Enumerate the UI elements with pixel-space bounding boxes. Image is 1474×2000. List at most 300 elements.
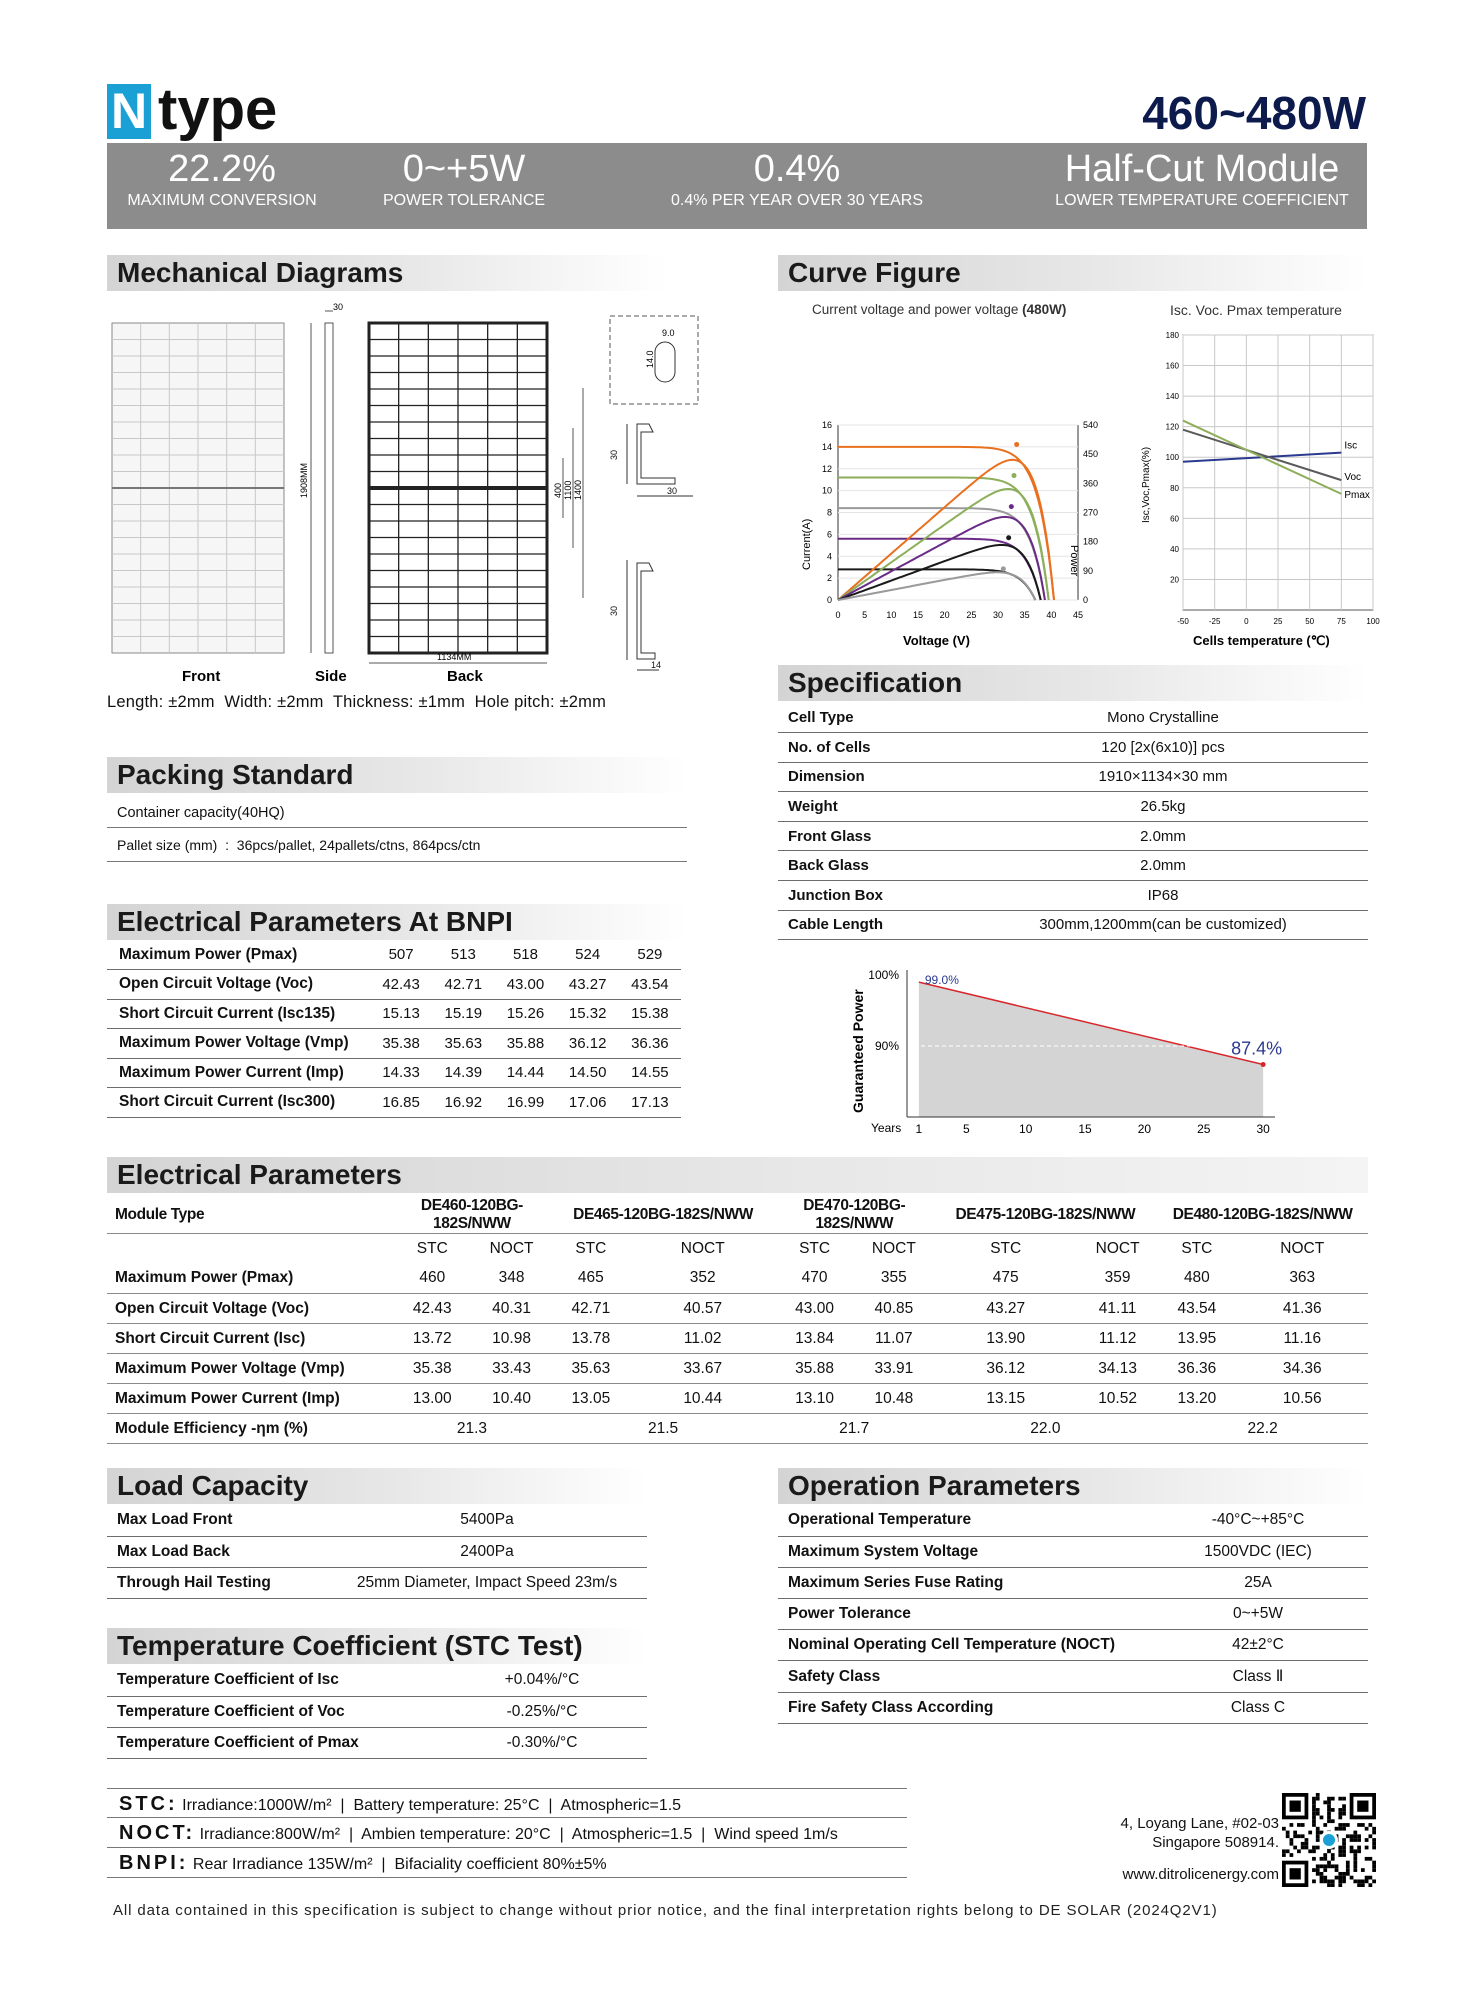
back-view bbox=[369, 323, 583, 663]
cell-value: 33.91 bbox=[854, 1354, 933, 1384]
back-label: Back bbox=[447, 668, 483, 685]
mechanical-diagram bbox=[107, 298, 707, 698]
iv-y2-tick: 0 bbox=[1083, 595, 1089, 605]
operation-heading: Operation Parameters bbox=[778, 1468, 1368, 1504]
stc-header: STC bbox=[416, 1239, 448, 1257]
row-label: Maximum Power Current (Imp) bbox=[107, 1058, 370, 1088]
warranty-x-tick: 5 bbox=[963, 1122, 970, 1136]
table-row bbox=[107, 1696, 647, 1727]
iv-y-tick: 8 bbox=[826, 507, 832, 518]
address-line2: Singapore 508914. bbox=[1152, 1834, 1279, 1851]
table-row bbox=[107, 1567, 647, 1598]
row-label: Fire Safety Class According bbox=[778, 1692, 1148, 1723]
temp-series-label: Pmax bbox=[1344, 489, 1370, 501]
iv-x-tick: 0 bbox=[835, 610, 841, 620]
stc-header: STC bbox=[1181, 1239, 1213, 1257]
efficiency-value: 21.7 bbox=[775, 1414, 934, 1444]
frame-height-label: 30 bbox=[609, 449, 619, 460]
cell-value: 35.88 bbox=[775, 1354, 854, 1384]
noct-header: NOCT bbox=[680, 1239, 725, 1257]
iv-x-tick: 10 bbox=[886, 610, 897, 620]
feature-caption: POWER TOLERANCE bbox=[382, 192, 546, 209]
type-title: type bbox=[158, 77, 278, 142]
table-row bbox=[107, 940, 681, 970]
cell-value: 11.02 bbox=[630, 1324, 774, 1354]
row-value: Class Ⅱ bbox=[1148, 1661, 1368, 1692]
frame-height2-label: 30 bbox=[609, 605, 619, 616]
row-label: Back Glass bbox=[778, 851, 958, 881]
mpp-point bbox=[1006, 535, 1011, 540]
iv-y2-tick: 360 bbox=[1083, 478, 1099, 489]
cell-value: 518 bbox=[494, 940, 556, 970]
table-row bbox=[778, 1630, 1368, 1661]
pv-curve bbox=[838, 517, 1045, 600]
iv-y-tick: 2 bbox=[826, 573, 832, 584]
warranty-chart bbox=[845, 955, 1305, 1140]
temp-y-tick: 60 bbox=[1170, 514, 1179, 524]
row-label: Junction Box bbox=[778, 881, 958, 911]
cell-value: 35.63 bbox=[432, 1029, 494, 1059]
row-label: Maximum Power Voltage (Vmp) bbox=[107, 1029, 370, 1059]
cell-value: 13.05 bbox=[551, 1384, 630, 1414]
cell-value: 16.85 bbox=[370, 1088, 432, 1118]
cell-value: 460 bbox=[393, 1264, 472, 1294]
side-label: Side bbox=[315, 668, 347, 685]
packing-table bbox=[107, 798, 687, 862]
cell-value: 359 bbox=[1078, 1264, 1157, 1294]
row-label: Safety Class bbox=[778, 1661, 1148, 1692]
mpp-point bbox=[1014, 442, 1019, 447]
table-row bbox=[778, 851, 1368, 881]
cell-value: 43.27 bbox=[557, 970, 619, 1000]
cell-value: 42.71 bbox=[551, 1294, 630, 1324]
temp-y-tick: 20 bbox=[1170, 575, 1179, 585]
warranty-x-tick: 30 bbox=[1256, 1122, 1270, 1136]
warranty-x-tick: 1 bbox=[915, 1122, 923, 1136]
cell-value: 40.31 bbox=[472, 1294, 551, 1324]
warranty-area bbox=[919, 982, 1263, 1117]
hole-detail bbox=[610, 316, 698, 404]
tempcoef-heading: Temperature Coefficient (STC Test) bbox=[107, 1628, 647, 1664]
wattage-range: 460~480W bbox=[1142, 87, 1366, 139]
row-label: Maximum Power Voltage (Vmp) bbox=[107, 1354, 393, 1384]
row-label: Temperature Coefficient of Voc bbox=[107, 1696, 437, 1727]
frame-section-bottom bbox=[609, 560, 661, 670]
cell-value: 13.10 bbox=[775, 1384, 854, 1414]
row-label: Maximum Series Fuse Rating bbox=[778, 1567, 1148, 1598]
row-label: Maximum System Voltage bbox=[778, 1536, 1148, 1567]
table-row bbox=[107, 1264, 1368, 1294]
front-label: Front bbox=[182, 668, 221, 685]
row-value: 2.0mm bbox=[958, 851, 1368, 881]
cell-value: 16.92 bbox=[432, 1088, 494, 1118]
cell-value: 33.67 bbox=[630, 1354, 774, 1384]
spec-heading: Specification bbox=[778, 665, 1368, 701]
cell-value: 43.00 bbox=[494, 970, 556, 1000]
packing-heading: Packing Standard bbox=[107, 757, 687, 793]
table-row bbox=[778, 733, 1368, 763]
iv-x-tick: 25 bbox=[966, 610, 977, 620]
feature-halfcut bbox=[1052, 147, 1352, 211]
feature-caption: 0.4% PER YEAR OVER 30 YEARS bbox=[671, 192, 923, 209]
cell-value: 14.55 bbox=[619, 1058, 681, 1088]
feature-value: 0~+5W bbox=[402, 148, 526, 190]
cell-value: 480 bbox=[1157, 1264, 1236, 1294]
n-type-logo-box: N bbox=[107, 84, 151, 139]
temp-x-tick: 75 bbox=[1336, 617, 1346, 626]
noct-key: NOCT: bbox=[119, 1822, 196, 1844]
temp-x-tick: 0 bbox=[1244, 617, 1249, 626]
dim-400: 400 bbox=[553, 482, 563, 498]
temp-x-tick: -50 bbox=[1177, 617, 1189, 626]
cell-value: 33.43 bbox=[472, 1354, 551, 1384]
row-value: 120 [2x(6x10)] pcs bbox=[958, 733, 1368, 763]
efficiency-value: 21.3 bbox=[393, 1414, 552, 1444]
cell-value: 14.33 bbox=[370, 1058, 432, 1088]
row-value: 1910×1134×30 mm bbox=[958, 762, 1368, 792]
mpp-point bbox=[1001, 566, 1006, 571]
warranty-plot bbox=[868, 968, 1282, 1136]
row-value: +0.04%/°C bbox=[437, 1665, 647, 1696]
row-label: Maximum Power (Pmax) bbox=[107, 1264, 393, 1294]
cell-value: 36.12 bbox=[934, 1354, 1078, 1384]
cell-value: 14.39 bbox=[432, 1058, 494, 1088]
iv-x-tick: 20 bbox=[939, 610, 950, 620]
temp-xlabel: Cells temperature (℃) bbox=[1193, 633, 1330, 648]
table-row bbox=[107, 1536, 647, 1567]
cell-value: 529 bbox=[619, 940, 681, 970]
table-row bbox=[107, 1029, 681, 1059]
iv-x-tick: 5 bbox=[862, 610, 868, 620]
table-row bbox=[778, 910, 1368, 940]
row-label: Weight bbox=[778, 792, 958, 822]
table-row bbox=[107, 999, 681, 1029]
model-name: DE470-120BG-182S/NWW bbox=[775, 1197, 934, 1234]
cell-value: 355 bbox=[854, 1264, 933, 1294]
cell-value: 42.43 bbox=[393, 1294, 472, 1324]
row-label: Temperature Coefficient of Pmax bbox=[107, 1727, 437, 1758]
row-value: 25A bbox=[1148, 1567, 1368, 1598]
electrical-heading: Electrical Parameters bbox=[107, 1157, 1368, 1193]
cell-value: 13.95 bbox=[1157, 1324, 1236, 1354]
cell-value: 36.12 bbox=[557, 1029, 619, 1059]
iv-y-tick: 0 bbox=[826, 595, 832, 605]
cell-value: 11.07 bbox=[854, 1324, 933, 1354]
stc-noct-row bbox=[107, 1234, 1368, 1264]
warranty-end-point bbox=[1261, 1062, 1266, 1067]
operation-table bbox=[778, 1505, 1368, 1724]
cell-value: 507 bbox=[370, 940, 432, 970]
cell-value: 35.38 bbox=[370, 1029, 432, 1059]
cell-value: 14.50 bbox=[557, 1058, 619, 1088]
table-row bbox=[107, 1384, 1368, 1414]
warranty-x-tick: 15 bbox=[1078, 1122, 1092, 1136]
table-row bbox=[107, 1088, 681, 1118]
row-value: 1500VDC (IEC) bbox=[1148, 1536, 1368, 1567]
cell-value: 13.84 bbox=[775, 1324, 854, 1354]
iv-x-tick: 30 bbox=[992, 610, 1004, 620]
load-heading: Load Capacity bbox=[107, 1468, 647, 1504]
feature-value: 0.4% bbox=[753, 148, 841, 190]
temp-x-tick: 50 bbox=[1305, 617, 1315, 626]
cell-value: 40.85 bbox=[854, 1294, 933, 1324]
address-line1: 4, Loyang Lane, #02-03 bbox=[1120, 1815, 1279, 1832]
frame-section-top bbox=[609, 424, 693, 496]
hole-width-label: 9.0 bbox=[662, 328, 675, 338]
cell-value: 475 bbox=[934, 1264, 1078, 1294]
row-label: Open Circuit Voltage (Voc) bbox=[107, 1294, 393, 1324]
iv-y-tick: 4 bbox=[826, 551, 832, 562]
temp-y-tick: 120 bbox=[1165, 422, 1179, 432]
row-label: Module Efficiency -ηm (%) bbox=[107, 1414, 393, 1444]
row-value: Mono Crystalline bbox=[958, 703, 1368, 733]
cell-value: 42.43 bbox=[370, 970, 432, 1000]
row-value: -40°C~+85°C bbox=[1148, 1505, 1368, 1536]
hole-height-label: 14.0 bbox=[645, 350, 655, 368]
table-row bbox=[107, 1058, 681, 1088]
cell-value: 363 bbox=[1237, 1264, 1368, 1294]
row-label: Maximum Power Current (Imp) bbox=[107, 1384, 393, 1414]
noct-header: NOCT bbox=[1280, 1239, 1325, 1257]
row-label: Operational Temperature bbox=[778, 1505, 1148, 1536]
tolerance-note: Length: ±2mm Width: ±2mm Thickness: ±1mm Hole pitch: ±2mm bbox=[107, 693, 607, 711]
row-label: Maximum Power (Pmax) bbox=[107, 940, 370, 970]
noct-text: Irradiance:800W/m² | Ambien temperature: 20°C | Atmospheric=1.5 | Wind speed 1m/s bbox=[199, 1826, 838, 1843]
iv-y2-tick: 270 bbox=[1083, 507, 1099, 518]
cell-value: 13.78 bbox=[551, 1324, 630, 1354]
bnpi-heading: Electrical Parameters At BNPI bbox=[107, 904, 687, 940]
table-row bbox=[107, 1665, 647, 1696]
row-label: Nominal Operating Cell Temperature (NOCT) bbox=[778, 1630, 1148, 1661]
tempcoef-table bbox=[107, 1665, 647, 1759]
company-address bbox=[1121, 1814, 1279, 1852]
iv-y2-tick: 540 bbox=[1083, 420, 1099, 430]
feature-value: Half-Cut Module bbox=[1064, 148, 1340, 190]
cell-value: 470 bbox=[775, 1264, 854, 1294]
mpp-point bbox=[1012, 473, 1017, 478]
iv-x-tick: 40 bbox=[1046, 610, 1057, 620]
iv-curve bbox=[838, 508, 1045, 600]
stc-header: STC bbox=[575, 1239, 607, 1257]
temp-y-tick: 160 bbox=[1165, 361, 1179, 371]
website-link[interactable]: www.ditrolicenergy.com bbox=[1122, 1866, 1279, 1883]
row-label: Short Circuit Current (Isc) bbox=[107, 1324, 393, 1354]
table-row bbox=[778, 1599, 1368, 1630]
efficiency-row bbox=[107, 1414, 1368, 1444]
table-row bbox=[107, 1505, 647, 1536]
spec-table bbox=[778, 703, 1368, 940]
cell-value: 13.20 bbox=[1157, 1384, 1236, 1414]
warranty-x-tick: 20 bbox=[1137, 1122, 1152, 1136]
bnpi-table bbox=[107, 940, 681, 1118]
cell-value: 42.71 bbox=[432, 970, 494, 1000]
cell-value: 11.16 bbox=[1237, 1324, 1368, 1354]
cell-value: 41.11 bbox=[1078, 1294, 1157, 1324]
row-label: No. of Cells bbox=[778, 733, 958, 763]
cell-value: 36.36 bbox=[1157, 1354, 1236, 1384]
pv-curve bbox=[838, 572, 1035, 600]
table-row bbox=[107, 1324, 1368, 1354]
front-view bbox=[112, 323, 284, 653]
model-name: DE460-120BG-182S/NWW bbox=[393, 1197, 552, 1234]
feature-value: 22.2% bbox=[168, 148, 276, 190]
cell-value: 524 bbox=[557, 940, 619, 970]
cell-value: 15.19 bbox=[432, 999, 494, 1029]
cell-value: 36.36 bbox=[619, 1029, 681, 1059]
efficiency-value: 22.0 bbox=[934, 1414, 1158, 1444]
temp-x-tick: 25 bbox=[1273, 617, 1283, 626]
cell-value: 10.44 bbox=[630, 1384, 774, 1414]
iv-y2label: Power bbox=[1068, 545, 1080, 577]
cell-value: 41.36 bbox=[1237, 1294, 1368, 1324]
stc-condition bbox=[107, 1788, 907, 1818]
table-row bbox=[107, 970, 681, 1000]
iv-chart bbox=[822, 420, 1098, 620]
temp-y-tick: 140 bbox=[1165, 392, 1179, 402]
cell-value: 17.06 bbox=[557, 1088, 619, 1118]
cell-value: 10.98 bbox=[472, 1324, 551, 1354]
efficiency-value: 22.2 bbox=[1157, 1414, 1368, 1444]
table-row bbox=[778, 762, 1368, 792]
temp-series-label: Isc bbox=[1344, 440, 1358, 452]
temp-ylabel: Isc,Voc,Pmax(%) bbox=[1141, 446, 1152, 523]
cell-value: 13.72 bbox=[393, 1324, 472, 1354]
row-value: 26.5kg bbox=[958, 792, 1368, 822]
cell-value: 35.38 bbox=[393, 1354, 472, 1384]
row-value: -0.30%/°C bbox=[437, 1727, 647, 1758]
temp-y-tick: 40 bbox=[1170, 544, 1179, 554]
iv-y-tick: 16 bbox=[821, 420, 832, 430]
temperature-chart bbox=[1166, 331, 1381, 626]
temp-chart-title: Isc. Voc. Pmax temperature bbox=[1170, 302, 1342, 318]
row-value: 0~+5W bbox=[1148, 1599, 1368, 1630]
cell-value: 15.13 bbox=[370, 999, 432, 1029]
cell-value: 10.40 bbox=[472, 1384, 551, 1414]
disclaimer: All data contained in this specification is subject to change without prior notice, and the final interpretation rights belong to DE SOLAR (2024Q2V1) bbox=[113, 1902, 1218, 1919]
iv-x-tick: 15 bbox=[912, 610, 924, 620]
iv-chart-title bbox=[812, 302, 1066, 317]
feature-degradation bbox=[662, 147, 932, 211]
cell-value: 13.00 bbox=[393, 1384, 472, 1414]
packing-row: Pallet size (mm) : 36pcs/pallet, 24pallets/ctns, 864pcs/ctn bbox=[107, 828, 687, 862]
stc-header: STC bbox=[799, 1239, 831, 1257]
cell-value: 43.54 bbox=[619, 970, 681, 1000]
warranty-xlabel: Years bbox=[871, 1121, 902, 1135]
cell-value: 14.44 bbox=[494, 1058, 556, 1088]
noct-condition bbox=[107, 1818, 907, 1848]
cell-value: 43.27 bbox=[934, 1294, 1078, 1324]
module-type-row bbox=[107, 1197, 1368, 1234]
iv-y-tick: 10 bbox=[821, 485, 832, 496]
iv-title-text: Current voltage and power voltage bbox=[812, 302, 1023, 317]
bnpi-key: BNPI: bbox=[119, 1852, 189, 1874]
stc-key: STC: bbox=[119, 1793, 178, 1815]
cell-value: 13.15 bbox=[934, 1384, 1078, 1414]
side-view bbox=[299, 302, 343, 653]
warranty-x-tick: 25 bbox=[1197, 1122, 1211, 1136]
width-label: 1134MM bbox=[437, 652, 472, 662]
module-type-label: Module Type bbox=[107, 1197, 393, 1234]
efficiency-value: 21.5 bbox=[551, 1414, 775, 1444]
curve-heading: Curve Figure bbox=[778, 255, 1368, 291]
bnpi-text: Rear Irradiance 135W/m² | Bifaciality coefficient 80%±5% bbox=[192, 1856, 607, 1873]
noct-header: NOCT bbox=[871, 1239, 916, 1257]
cell-value: 513 bbox=[432, 940, 494, 970]
temp-x-tick: 100 bbox=[1366, 617, 1380, 626]
row-label: Short Circuit Current (Isc300) bbox=[107, 1088, 370, 1118]
cell-value: 348 bbox=[472, 1264, 551, 1294]
row-value: 2400Pa bbox=[327, 1536, 647, 1567]
row-value: 300mm,1200mm(can be customized) bbox=[958, 910, 1368, 940]
cell-value: 10.48 bbox=[854, 1384, 933, 1414]
cell-value: 17.13 bbox=[619, 1088, 681, 1118]
temp-series-label: Voc bbox=[1344, 472, 1362, 484]
row-label: Max Load Back bbox=[107, 1536, 327, 1567]
cell-value: 15.38 bbox=[619, 999, 681, 1029]
cell-value: 11.12 bbox=[1078, 1324, 1157, 1354]
row-label: Short Circuit Current (Isc135) bbox=[107, 999, 370, 1029]
warranty-x-tick: 10 bbox=[1019, 1122, 1033, 1136]
row-label: Power Tolerance bbox=[778, 1599, 1148, 1630]
iv-x-tick: 35 bbox=[1019, 610, 1030, 620]
mpp-point bbox=[1009, 504, 1014, 509]
cell-value: 35.63 bbox=[551, 1354, 630, 1384]
model-name: DE465-120BG-182S/NWW bbox=[551, 1197, 775, 1234]
dim-1400: 1400 bbox=[573, 479, 583, 500]
thickness-label: 30 bbox=[333, 302, 344, 312]
row-value: 42±2°C bbox=[1148, 1630, 1368, 1661]
packing-row: Container capacity(40HQ) bbox=[107, 798, 687, 828]
row-label: Dimension bbox=[778, 762, 958, 792]
curve-charts bbox=[778, 325, 1378, 655]
cell-value: 10.56 bbox=[1237, 1384, 1368, 1414]
cell-value: 465 bbox=[551, 1264, 630, 1294]
table-row bbox=[778, 1536, 1368, 1567]
iv-y2-tick: 180 bbox=[1083, 536, 1099, 547]
cell-value: 35.88 bbox=[494, 1029, 556, 1059]
iv-y2-tick: 90 bbox=[1083, 565, 1094, 576]
row-label: Front Glass bbox=[778, 821, 958, 851]
table-row bbox=[778, 1567, 1368, 1598]
frame-width2-label: 14 bbox=[651, 660, 662, 670]
table-row bbox=[778, 1661, 1368, 1692]
cell-value: 34.13 bbox=[1078, 1354, 1157, 1384]
iv-ylabel: Current(A) bbox=[801, 518, 813, 570]
row-value: -0.25%/°C bbox=[437, 1696, 647, 1727]
row-label: Open Circuit Voltage (Voc) bbox=[107, 970, 370, 1000]
iv-y-tick: 6 bbox=[826, 529, 832, 540]
cell-value: 15.32 bbox=[557, 999, 619, 1029]
electrical-table bbox=[107, 1197, 1368, 1444]
row-label: Through Hail Testing bbox=[107, 1567, 327, 1598]
iv-xlabel: Voltage (V) bbox=[903, 633, 970, 648]
qr-code-icon bbox=[1282, 1793, 1376, 1887]
row-value: 5400Pa bbox=[327, 1505, 647, 1536]
row-label: Temperature Coefficient of Isc bbox=[107, 1665, 437, 1696]
iv-y-tick: 14 bbox=[821, 441, 832, 452]
dim-1100: 1100 bbox=[563, 480, 573, 500]
table-row bbox=[107, 1727, 647, 1758]
warranty-y-tick: 90% bbox=[874, 1039, 899, 1053]
bnpi-condition bbox=[107, 1848, 907, 1878]
row-value: 2.0mm bbox=[958, 821, 1368, 851]
test-conditions bbox=[107, 1788, 907, 1878]
model-name: DE480-120BG-182S/NWW bbox=[1157, 1197, 1368, 1234]
warranty-y-tick: 100% bbox=[868, 968, 899, 982]
cell-value: 15.26 bbox=[494, 999, 556, 1029]
spacer bbox=[107, 1234, 393, 1264]
iv-title-bold: (480W) bbox=[1022, 302, 1067, 317]
